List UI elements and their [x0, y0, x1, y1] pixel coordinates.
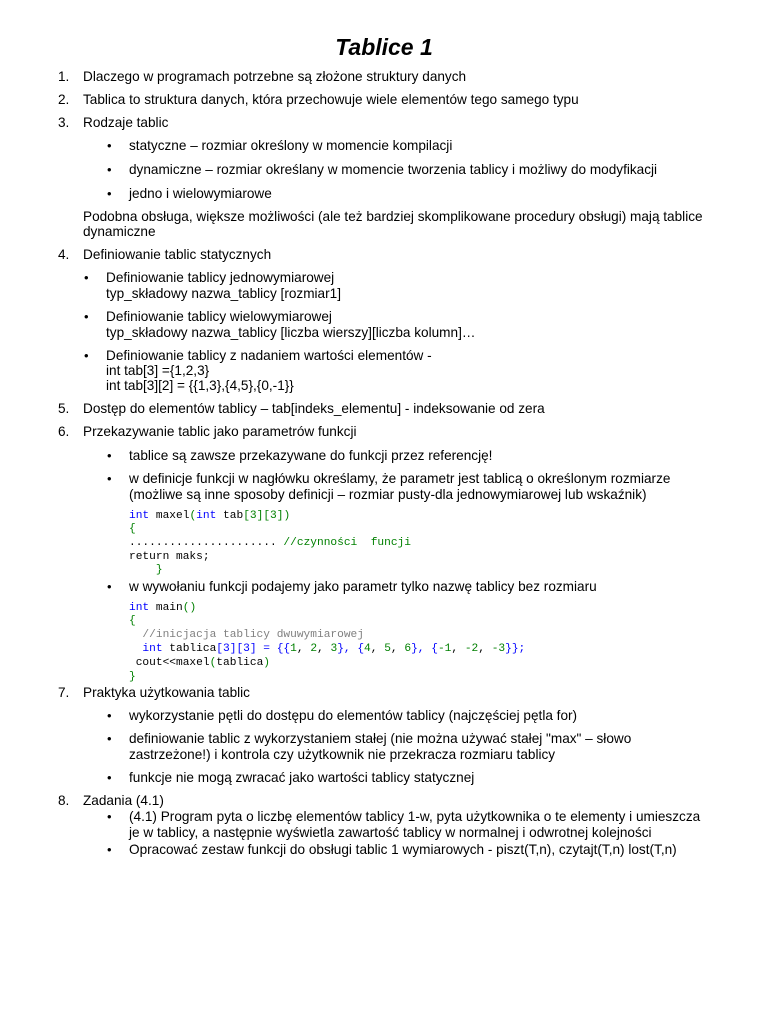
bullet-text: Opracować zestaw funkcji do obsługi tablic 1 wymiarowych - piszt(T,n), czytajt(T,n) lost(T,n) — [129, 842, 677, 857]
item-number: 4. — [58, 247, 70, 262]
item-number: 6. — [58, 424, 70, 439]
bullet-text: int tab[3] ={1,2,3} — [106, 363, 210, 378]
item-text: Przekazywanie tablic jako parametrów funkcji — [83, 424, 357, 439]
bullet-text: w definicje funkcji w nagłówku określamy, że parametr jest tablicą o określonym rozmiarze — [129, 471, 671, 486]
item-text: Praktyka użytkowania tablic — [83, 685, 250, 700]
code-line: int maxel(int tab[3][3]) — [129, 510, 291, 522]
item-text: Definiowanie tablic statycznych — [83, 247, 272, 262]
bullet: • — [107, 842, 112, 857]
item-number: 7. — [58, 685, 70, 700]
bullet-text: (4.1) Program pyta o liczbę elementów tablicy 1-w, pyta użytkownika o te elementy i umieszcza — [129, 809, 701, 824]
bullet-text: Definiowanie tablicy z nadaniem wartości elementów - — [106, 348, 432, 363]
bullet: • — [84, 309, 89, 324]
bullet: • — [107, 471, 112, 486]
bullet-text: Definiowanie tablicy jednowymiarowej — [106, 270, 335, 285]
item-text: Rodzaje tablic — [83, 115, 169, 130]
bullet-text: int tab[3][2] = {{1,3},{4,5},{0,-1}} — [106, 378, 294, 393]
item-text: Tablica to struktura danych, która przechowuje wiele elementów tego samego typu — [83, 92, 579, 107]
bullet: • — [107, 162, 112, 177]
bullet: • — [107, 186, 112, 201]
bullet-text: (możliwe są inne sposoby definicji – rozmiar pusty-dla jednowymiarowej lub wskaźnik) — [129, 487, 647, 502]
item-text: Zadania (4.1) — [83, 793, 164, 808]
bullet: • — [107, 731, 112, 746]
bullet-text: w wywołaniu funkcji podajemy jako parametr tylko nazwę tablicy bez rozmiaru — [129, 579, 597, 594]
code-line: { — [129, 615, 136, 627]
bullet: • — [107, 448, 112, 463]
item-number: 5. — [58, 401, 70, 416]
code-line: int tablica[3][3] = {{1, 2, 3}, {4, 5, 6}, {-1, -2, -3}}; — [129, 643, 526, 655]
code-line: } — [129, 564, 163, 576]
code-line: return maks; — [129, 551, 210, 563]
bullet: • — [107, 138, 112, 153]
bullet-text: funkcje nie mogą zwracać jako wartości tablicy statycznej — [129, 770, 475, 785]
bullet-text: typ_składowy nazwa_tablicy [liczba wierszy][liczba kolumn]… — [106, 325, 476, 340]
code-line: //inicjacja tablicy dwuwymiarowej — [129, 629, 364, 641]
code-line: cout<<maxel(tablica) — [129, 657, 271, 669]
bullet: • — [107, 770, 112, 785]
bullet-text: jedno i wielowymiarowe — [129, 186, 272, 201]
paragraph-text: dynamiczne — [83, 224, 156, 239]
bullet-text: je w tablicy, a następnie wyświetla zawartość tablicy w normalnej i odwrotnej kolejności — [129, 825, 652, 840]
bullet-text: Definiowanie tablicy wielowymiarowej — [106, 309, 332, 324]
item-number: 8. — [58, 793, 70, 808]
bullet-text: wykorzystanie pętli do dostępu do elementów tablicy (najczęściej pętla for) — [129, 708, 578, 723]
bullet-text: dynamiczne – rozmiar określany w momencie tworzenia tablicy i możliwy do modyfikacji — [129, 162, 658, 177]
paragraph-text: Podobna obsługa, większe możliwości (ale też bardziej skomplikowane procedury obsługi) mają tablice — [83, 209, 703, 224]
bullet: • — [107, 809, 112, 824]
bullet: • — [84, 348, 89, 363]
bullet: • — [84, 270, 89, 285]
bullet-text: typ_składowy nazwa_tablicy [rozmiar1] — [106, 286, 341, 301]
bullet: • — [107, 579, 112, 594]
code-line: { — [129, 523, 136, 535]
document-title: Tablice 1 — [335, 34, 433, 60]
item-number: 3. — [58, 115, 70, 130]
code-line: } — [129, 671, 136, 683]
bullet-text: zastrzeżone!) i kontrola czy użytkownik nie przekracza rozmiaru tablicy — [129, 747, 556, 762]
bullet-text: statyczne – rozmiar określony w momencie kompilacji — [129, 138, 453, 153]
code-line: int main() — [129, 602, 197, 614]
item-text: Dostęp do elementów tablicy – tab[indeks_elementu] - indeksowanie od zera — [83, 401, 545, 416]
item-text: Dlaczego w programach potrzebne są złożone struktury danych — [83, 69, 467, 84]
item-number: 2. — [58, 92, 70, 107]
bullet-text: tablice są zawsze przekazywane do funkcji przez referencję! — [129, 448, 493, 463]
code-line: ...................... //czynności funcji — [129, 537, 411, 549]
bullet: • — [107, 708, 112, 723]
item-number: 1. — [58, 69, 70, 84]
bullet-text: definiowanie tablic z wykorzystaniem stałej (nie można używać stałej "max" – słowo — [129, 731, 632, 746]
